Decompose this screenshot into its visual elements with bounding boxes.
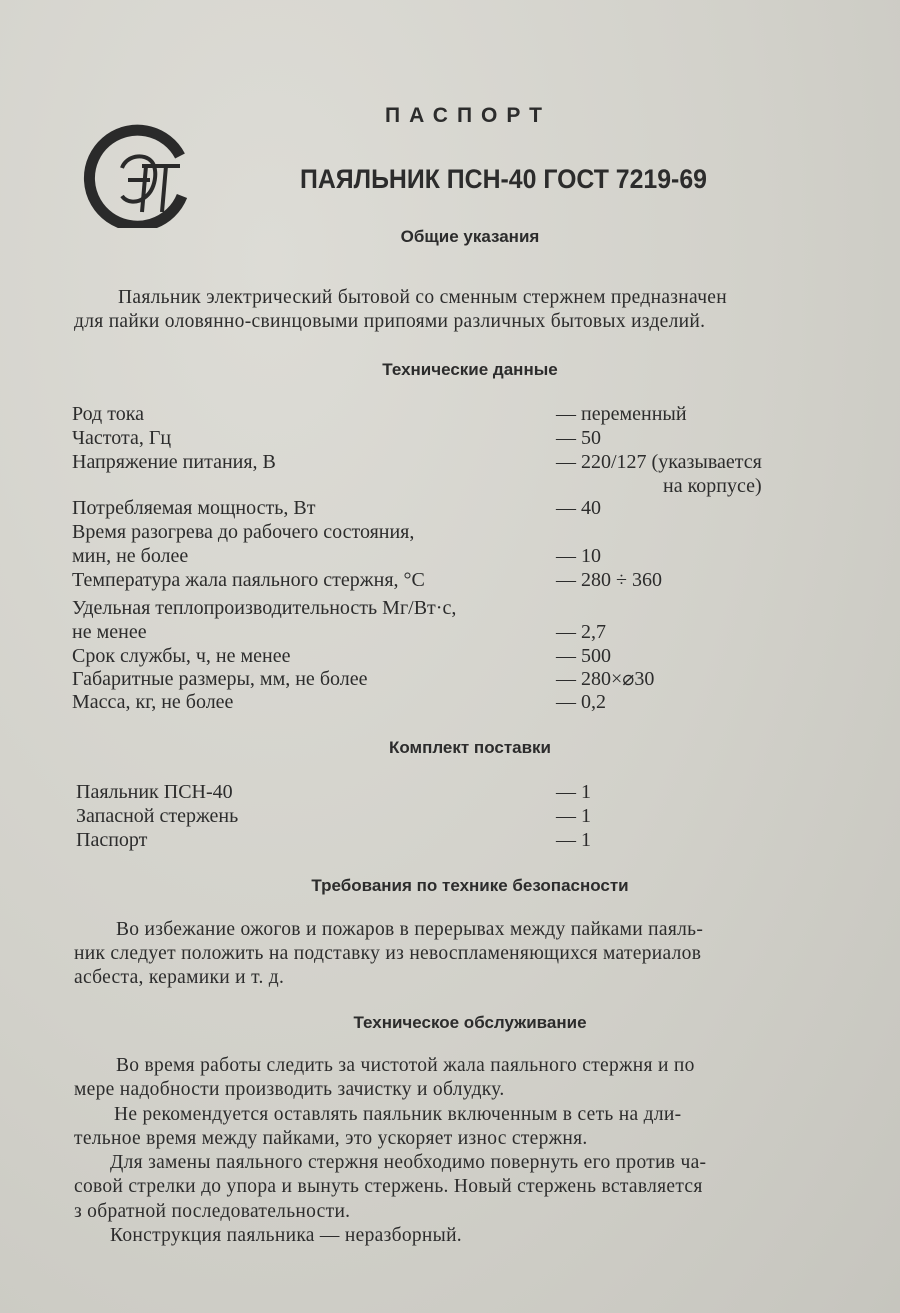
tech-value: — 220/127 (указывается [556,451,762,473]
general-line: для пайки оловянно-свинцовыми припоями различных бытовых изделий. [74,311,706,332]
kit-value: — 1 [556,829,591,851]
kit-label: Запасной стержень [76,805,239,827]
service-line: совой стрелки до упора и вынуть стержень. Новый стержень вставляется [74,1176,703,1198]
general-heading: Общие указания [400,227,540,246]
kit-label: Паспорт [76,829,148,851]
general-line: Паяльник электрический бытовой со сменным стержнем предназначен [118,287,727,308]
service-paragraph [74,1054,864,1248]
tech-label: Частота, Гц [72,427,172,449]
tech-heading: Технические данные [382,360,558,379]
safety-line: Во избежание ожогов и пожаров в перерывах между пайками паяль- [116,919,704,940]
safety-line: асбеста, керамики и т. д. [74,967,285,988]
tech-value: — 50 [556,427,601,449]
tech-label: не менее [72,621,147,643]
general-paragraph [74,286,864,334]
service-line: мере надобности производить зачистку и облудку. [74,1079,505,1101]
tech-value: — 0,2 [556,691,606,713]
tech-value: — переменный [556,403,687,425]
tech-label: Потребляемая мощность, Вт [72,497,316,519]
tech-label: Срок службы, ч, не менее [72,645,291,667]
kit-value: — 1 [556,805,591,827]
safety-heading: Требования по технике безопасности [311,876,629,895]
tech-value: — 10 [556,545,601,567]
tech-label: Время разогрева до рабочего состояния, [72,521,415,543]
safety-paragraph [74,918,864,990]
service-line: Конструкция паяльника — неразборный. [110,1225,462,1247]
service-line: Во время работы следить за чистотой жала паяльного стержня и по [116,1055,695,1076]
document-type-heading: ПАСПОРТ [385,104,551,127]
tech-label: Температура жала паяльного стержня, °С [72,569,425,591]
tech-value: — 280 ÷ 360 [556,569,662,591]
tech-value: на корпусе) [663,475,762,497]
tech-value: — 280×⌀30 [556,668,655,690]
tech-label: мин, не более [72,545,189,567]
quality-mark-logo [82,118,200,228]
service-line: Для замены паяльного стержня необходимо повернуть его против ча- [110,1152,707,1174]
tech-label: Напряжение питания, В [72,451,276,473]
tech-value: — 40 [556,497,601,519]
safety-line: ник следует положить на подставку из невоспламеняющихся материалов [74,943,702,964]
tech-label: Удельная теплопроизводительность Мг/Вт·с, [72,597,457,619]
service-heading: Техническое обслуживание [353,1013,587,1032]
tech-label: Габаритные размеры, мм, не более [72,668,368,690]
kit-value: — 1 [556,781,591,803]
kit-label: Паяльник ПСН-40 [76,781,233,803]
tech-label: Род тока [72,403,144,425]
service-line: Не рекомендуется оставлять паяльник включенным в сеть на дли- [114,1103,682,1125]
kit-heading: Комплект поставки [388,738,552,757]
tech-value: — 2,7 [556,621,606,643]
service-line: з обратной последовательности. [74,1200,351,1222]
product-title: ПАЯЛЬНИК ПСН-40 ГОСТ 7219-69 [300,164,707,194]
tech-label: Масса, кг, не более [72,691,234,713]
service-line: тельное время между пайками, это ускоряет износ стержня. [74,1127,588,1149]
tech-value: — 500 [556,645,611,667]
